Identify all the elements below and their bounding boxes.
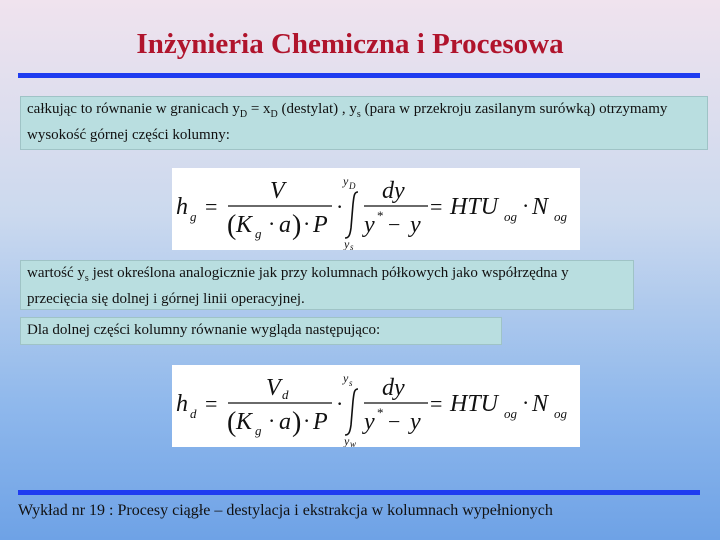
f1-n: N [532, 194, 549, 220]
intro-sub-3: s [356, 109, 361, 120]
f2-numerator-sub: d [282, 387, 289, 402]
f2-integral-icon [345, 389, 358, 435]
f1-integral-icon [345, 192, 358, 238]
f2-htu-sub: og [504, 406, 517, 421]
f1-dot-4: · [522, 193, 530, 218]
f2-dot-4: · [522, 390, 530, 415]
f1-coef-sub: g [255, 226, 262, 241]
slide-title: Inżynieria Chemiczna i Procesowa [136, 28, 564, 60]
f2-y: y [410, 409, 421, 435]
f1-paren-close: ) [292, 210, 302, 241]
intro-sub-2: D [270, 109, 278, 120]
f1-upper-limit-sub: D [349, 181, 356, 191]
f1-htu-sub: og [504, 209, 517, 224]
f2-numerator: V [266, 375, 281, 401]
intro-text-1: całkując to równanie w granicach y [27, 101, 240, 117]
f1-htu: HTU [450, 194, 499, 220]
intro-text-box [20, 96, 708, 150]
f1-dot-3: · [336, 194, 344, 219]
f2-dot-1: · [268, 408, 276, 433]
f2-dot-3: · [336, 391, 344, 416]
f1-p: P [313, 212, 328, 238]
f2-upper-limit: y [343, 371, 349, 385]
ys-text-1: wartość y [27, 265, 85, 281]
f2-n: N [532, 391, 549, 417]
formula-lower-section [172, 365, 580, 447]
f1-minus: − [388, 212, 401, 237]
f2-coef: K [236, 409, 253, 435]
f1-ystar: y [364, 212, 375, 238]
f1-a: a [279, 212, 291, 238]
f2-p: P [313, 409, 328, 435]
f1-lower-limit-sub: s [350, 242, 354, 250]
ys-explanation-box [20, 260, 634, 310]
f2-equals: = [205, 391, 218, 416]
f2-ystar: y [364, 409, 375, 435]
f2-dot-2: · [303, 408, 311, 433]
intro-text-2: = x [247, 101, 271, 117]
f1-equals: = [205, 194, 218, 219]
f2-star: * [377, 405, 384, 420]
f2-paren-close: ) [292, 407, 302, 438]
f2-lower-limit: y [344, 434, 350, 447]
f2-htu: HTU [450, 391, 499, 417]
f1-coef: K [236, 212, 253, 238]
f1-lower-limit: y [344, 237, 350, 250]
ys-text-2: jest określona analogicznie jak przy kolumnach półkowych jako współrzędna y przecięcia się dolnej i górnej linii operacyjnej. [27, 265, 569, 307]
f2-minus: − [388, 409, 401, 434]
formula-upper-section [172, 168, 580, 250]
f2-lhs-sub: d [190, 406, 197, 421]
f1-paren-open: ( [227, 210, 237, 241]
f2-a: a [279, 409, 291, 435]
ys-sub: s [84, 273, 89, 284]
f1-y: y [410, 212, 421, 238]
f1-lhs-sub: g [190, 209, 197, 224]
f2-paren-open: ( [227, 407, 237, 438]
f2-equals-2: = [430, 391, 443, 416]
footer-text: Wykład nr 19 : Procesy ciągłe – destylacja i ekstrakcja w kolumnach wypełnionych [18, 502, 553, 519]
f1-equals-2: = [430, 194, 443, 219]
f1-dot-1: · [268, 211, 276, 236]
f1-n-sub: og [554, 209, 567, 224]
f2-coef-sub: g [255, 423, 262, 438]
title-underline [18, 73, 700, 78]
f2-lower-limit-sub: w [350, 439, 357, 447]
f2-lhs: h [176, 391, 188, 417]
f1-lhs: h [176, 194, 188, 220]
f1-star: * [377, 208, 384, 223]
intro-text-4: (para w przekroju zasilanym surówką) otrzymamy wysokość górnej części kolumny: [27, 101, 668, 143]
footer-rule [18, 490, 700, 495]
f1-numerator: V [270, 178, 285, 204]
f2-dy: dy [382, 375, 405, 401]
lower-section-intro-box [20, 317, 502, 345]
f2-upper-limit-sub: s [349, 378, 353, 388]
f1-upper-limit: y [343, 174, 349, 188]
intro-sub-1: D [239, 109, 248, 120]
f1-dy: dy [382, 178, 405, 204]
f1-dot-2: · [303, 211, 311, 236]
intro-text-3: (destylat) , y [277, 101, 357, 117]
lower-section-text: Dla dolnej części kolumny równanie wygląda następująco: [27, 322, 381, 338]
f2-n-sub: og [554, 406, 567, 421]
